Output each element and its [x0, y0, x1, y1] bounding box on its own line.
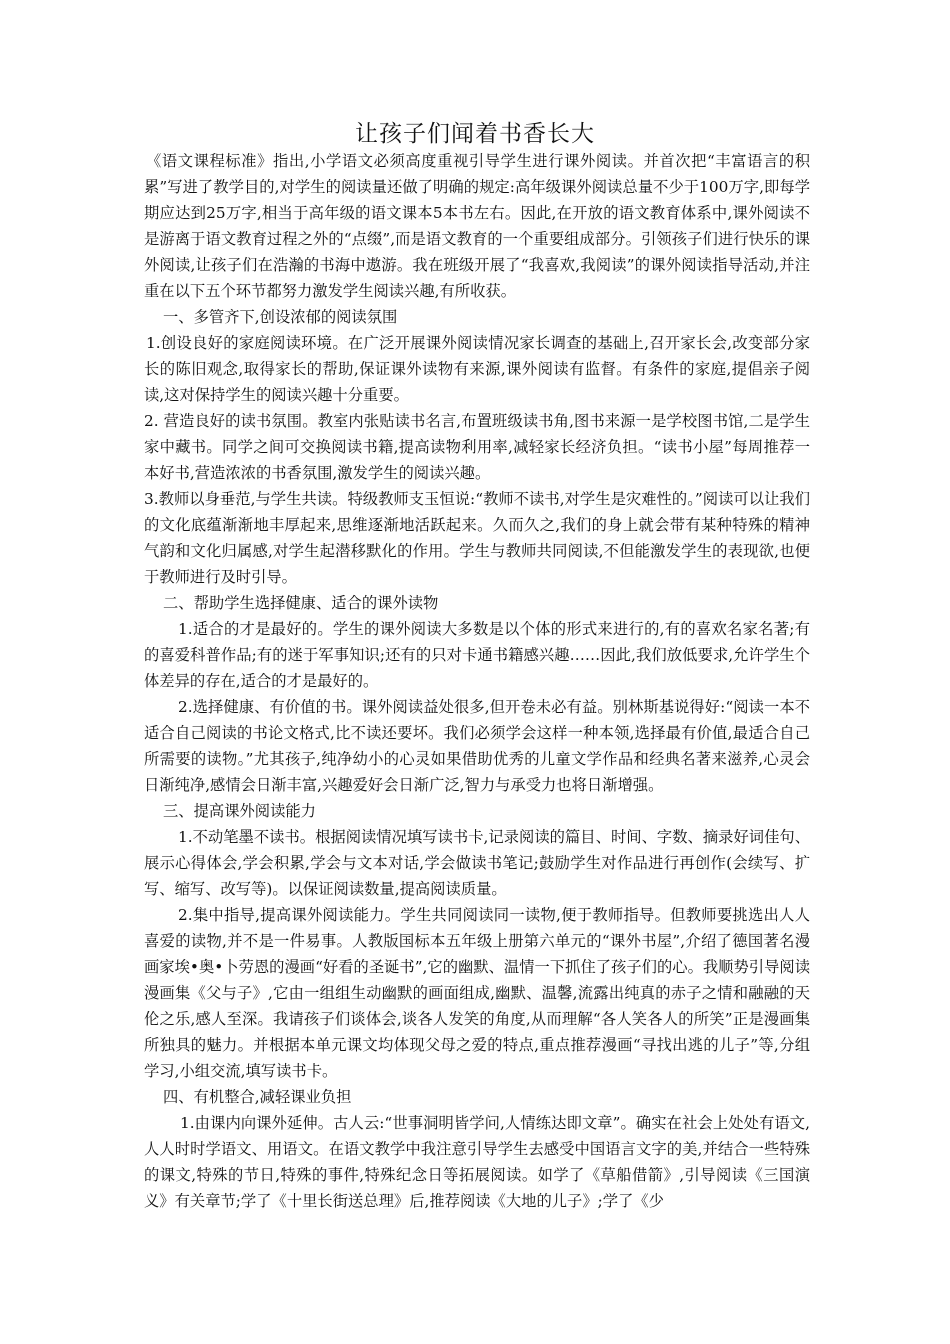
section3-paragraph-2: 2.集中指导,提高课外阅读能力。学生共同阅读同一读物,便于教师指导。但教师要挑选出人人喜爱的读物,并不是一件易事。人教版国标本五年级上册第六单元的“课外书屋”,介绍了德国著名漫画家埃•奥•卜劳恩的漫画“好看的圣诞书”,它的幽默、温情一下抓住了孩子们的心。我顺势引导阅读漫画集《父与子》,它由一组组生动幽默的画面组成,幽默、温馨,流露出纯真的赤子之情和融融的天伦之乐,感人至深。我请孩子们谈体会,谈各人发笑的角度,从而理解“各人笑各人的所笑”正是漫画集所独具的魅力。并根据本单元课文均体现父母之爱的特点,重点推荐漫画“寻找出逃的儿子”等,分组学习,小组交流,填写读书卡。 — [144, 906, 810, 1080]
section1-paragraph-3: 3.教师以身垂范,与学生共读。特级教师支玉恒说:“教师不读书,对学生是灾难性的。”阅读可以让我们的文化底蕴渐渐地丰厚起来,思维逐渐地活跃起来。久而久之,我们的身上就会带有某种特殊的精神气韵和文化归属感,对学生起潜移默化的作用。学生与教师共同阅读,不但能激发学生的表现欲,也便于教师进行及时引导。 — [144, 490, 810, 586]
section1-paragraph-2: 2. 营造良好的读书氛围。教室内张贴读书名言,布置班级读书角,图书来源一是学校图书馆,二是学生家中藏书。同学之间可交换阅读书籍,提高读物利用率,减轻家长经济负担。“读书小屋”每周推荐一本好书,营造浓浓的书香氛围,激发学生的阅读兴趣。 — [144, 412, 810, 482]
section2-paragraph-1: 1.适合的才是最好的。学生的课外阅读大多数是以个体的形式来进行的,有的喜欢名家名著;有的喜爱科普作品;有的迷于军事知识;还有的只对卡通书籍感兴趣……因此,我们放低要求,允许学生个体差异的存在,适合的才是最好的。 — [144, 620, 810, 690]
section-heading-2: 二、帮助学生选择健康、适合的课外读物 — [163, 594, 439, 612]
section-heading-4: 四、有机整合,减轻课业负担 — [163, 1088, 352, 1106]
document-body — [144, 148, 810, 1214]
section-heading-1: 一、多管齐下,创设浓郁的阅读氛围 — [163, 308, 398, 326]
section4-paragraph-1: 1.由课内向课外延伸。古人云:“世事洞明皆学问,人情练达即文章”。确实在社会上处处有语文,人人时时学语文、用语文。在语文教学中我注意引导学生去感受中国语言文字的美,并结合一些特殊的课文,特殊的节日,特殊的事件,特殊纪念日等拓展阅读。如学了《草船借箭》,引导阅读《三国演义》有关章节;学了《十里长街送总理》后,推荐阅读《大地的儿子》;学了《少 — [144, 1114, 810, 1210]
section2-paragraph-2: 2.选择健康、有价值的书。课外阅读益处很多,但开卷未必有益。别林斯基说得好:“阅读一本不适合自己阅读的书论文格式,比不读还要坏。我们必须学会这样一种本领,选择最有价值,最适合自己所需要的读物。”尤其孩子,纯净幼小的心灵如果借助优秀的儿童文学作品和经典名著来滋养,心灵会日渐纯净,感情会日渐丰富,兴趣爱好会日渐广泛,智力与承受力也将日渐增强。 — [144, 698, 810, 794]
section-heading-3: 三、提高课外阅读能力 — [163, 802, 316, 820]
section1-paragraph-1: 1.创设良好的家庭阅读环境。在广泛开展课外阅读情况家长调查的基础上,召开家长会,改变部分家长的陈旧观念,取得家长的帮助,保证课外读物有来源,课外阅读有监督。有条件的家庭,提倡亲子阅读,这对保持学生的阅读兴趣十分重要。 — [144, 334, 810, 404]
document-title: 让孩子们闻着书香长大 — [355, 121, 595, 147]
intro-paragraph: 《语文课程标准》指出,小学语文必须高度重视引导学生进行课外阅读。并首次把“丰富语言的积累”写进了教学目的,对学生的阅读量还做了明确的规定:高年级课外阅读总量不少于100万字,即每学期应达到25万字,相当于高年级的语文课本5本书左右。因此,在开放的语文教育体系中,课外阅读不是游离于语文教育过程之外的“点缀”,而是语文教育的一个重要组成部分。引领孩子们进行快乐的课外阅读,让孩子们在浩瀚的书海中遨游。我在班级开展了“我喜欢,我阅读”的课外阅读指导活动,并注重在以下五个环节都努力激发学生阅读兴趣,有所收获。 — [144, 152, 810, 300]
section3-paragraph-1: 1.不动笔墨不读书。根据阅读情况填写读书卡,记录阅读的篇目、时间、字数、摘录好词佳句、展示心得体会,学会积累,学会与文本对话,学会做读书笔记;鼓励学生对作品进行再创作(会续写、扩写、缩写、改写等)。以保证阅读数量,提高阅读质量。 — [144, 828, 810, 898]
